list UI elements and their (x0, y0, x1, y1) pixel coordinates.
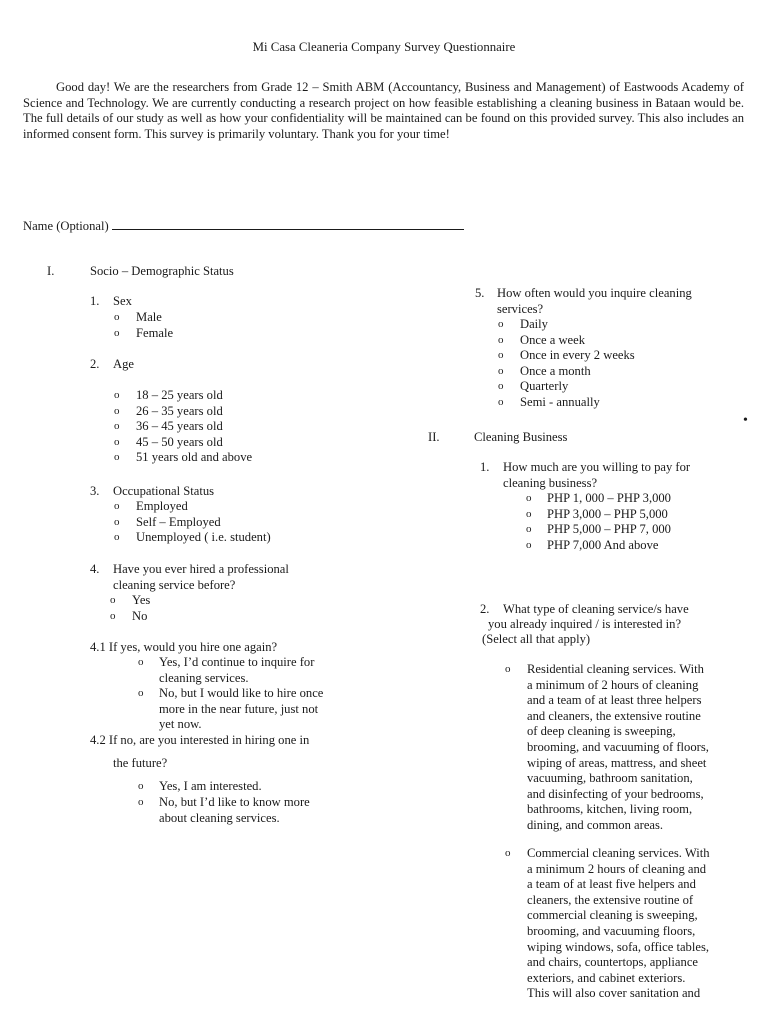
section1-title: Socio – Demographic Status (90, 264, 234, 278)
q4-line1: Have you ever hired a professional (113, 562, 289, 576)
option-line: dining, and common areas. (527, 817, 664, 832)
circle-bullet: o (505, 847, 511, 859)
q3-text: Occupational Status (113, 484, 215, 498)
q41-option-1[interactable] (138, 655, 314, 686)
margin-bullet: • (743, 413, 748, 428)
q3-options (114, 499, 271, 546)
q42-line2: the future? (113, 756, 168, 770)
option-label: Yes, I am interested. (159, 779, 262, 793)
circle-bullet: o (114, 404, 120, 417)
option-label: 45 – 50 years old (136, 434, 223, 449)
q41-text: 4.1 If yes, would you hire one again? (90, 640, 278, 654)
option-line: a minimum of 2 hours of cleaning (527, 677, 699, 692)
q3-number: 3. (90, 484, 100, 498)
circle-bullet: o (114, 389, 120, 401)
circle-bullet: o (114, 531, 120, 544)
q5-options (498, 317, 635, 411)
q41-option-2[interactable] (138, 686, 323, 733)
document-title: Mi Casa Cleaneria Company Survey Questionnaire (252, 40, 516, 54)
circle-bullet: o (505, 663, 511, 675)
circle-bullet: o (138, 796, 144, 808)
option-label: 26 – 35 years old (136, 403, 223, 418)
option-label: No, but I’d like to know more (159, 795, 310, 809)
s2q1-options (526, 491, 671, 553)
section2-title: Cleaning Business (474, 430, 568, 444)
option-label: No (132, 608, 148, 623)
circle-bullet: o (138, 780, 144, 792)
circle-bullet: o (526, 523, 532, 536)
circle-bullet: o (110, 594, 116, 606)
q4-line2: cleaning service before? (113, 578, 236, 592)
option-label: Daily (520, 317, 548, 331)
list-item[interactable] (498, 364, 635, 380)
option-line: brooming, and vacuuming of floors, (527, 739, 709, 754)
list-item[interactable] (498, 348, 635, 364)
circle-bullet: o (138, 656, 144, 668)
list-item[interactable] (498, 395, 635, 411)
circle-bullet: o (114, 515, 120, 528)
option-line: wiping windows, sofa, office tables, (527, 939, 709, 954)
option-label: PHP 5,000 – PHP 7, 000 (547, 522, 671, 537)
q5-line1: How often would you inquire cleaning (497, 286, 692, 300)
circle-bullet: o (114, 326, 120, 339)
circle-bullet: o (114, 435, 120, 448)
q1-options (114, 310, 173, 341)
circle-bullet: o (110, 609, 116, 622)
option-label: cleaning services. (159, 670, 249, 685)
circle-bullet: o (138, 687, 144, 699)
option-label: 36 – 45 years old (136, 419, 223, 434)
option-label: Male (136, 310, 162, 324)
circle-bullet: o (526, 538, 532, 551)
option-label: Self – Employed (136, 514, 221, 529)
q42-option-1[interactable] (138, 779, 262, 795)
option-label: Female (136, 325, 174, 340)
list-item[interactable] (114, 515, 271, 531)
option-label: yet now. (159, 717, 202, 732)
option-label: 51 years old and above (136, 450, 253, 465)
name-field-row (23, 217, 464, 235)
option-line: a team of at least five helpers and (527, 877, 696, 892)
circle-bullet: o (498, 364, 504, 377)
list-item[interactable] (114, 388, 252, 404)
option-label: Yes, I’d continue to inquire for (159, 655, 315, 669)
s2q2-line1: What type of cleaning service/s have (503, 602, 689, 616)
option-line: exteriors, and cabinet exteriors. (527, 970, 686, 985)
circle-bullet: o (498, 333, 504, 346)
q2-options (114, 388, 252, 466)
option-label: 18 – 25 years old (136, 388, 223, 402)
option-label: Employed (136, 499, 188, 513)
circle-bullet: o (498, 318, 504, 330)
q1-text: Sex (113, 294, 132, 308)
name-blank-line[interactable] (112, 217, 464, 230)
circle-bullet: o (114, 500, 120, 512)
option-line: commercial cleaning is sweeping, (527, 908, 698, 923)
option-line: and cleaners, the extensive routine (527, 708, 701, 723)
option-line: Commercial cleaning services. With (527, 846, 710, 860)
list-item[interactable] (526, 491, 671, 507)
option-line: and chairs, countertops, appliance (527, 955, 698, 970)
list-item[interactable] (498, 333, 635, 349)
circle-bullet: o (114, 311, 120, 323)
option-line: of deep cleaning is sweeping, (527, 724, 676, 739)
circle-bullet: o (526, 492, 532, 504)
option-label: about cleaning services. (159, 810, 280, 825)
q4-number: 4. (90, 562, 100, 576)
option-line: Residential cleaning services. With (527, 662, 704, 676)
option-label: Unemployed ( i.e. student) (136, 530, 271, 545)
list-item[interactable] (114, 326, 173, 342)
option-line: brooming, and vacuuming floors, (527, 923, 696, 938)
s2q2-line3: (Select all that apply) (482, 632, 591, 646)
s2q2-line2: you already inquired / is interested in? (488, 617, 682, 631)
list-item[interactable] (114, 450, 252, 466)
q5-line2: services? (497, 302, 544, 316)
circle-bullet: o (114, 451, 120, 464)
q1-number: 1. (90, 294, 100, 308)
list-item[interactable] (110, 609, 150, 625)
circle-bullet: o (114, 420, 120, 433)
q4-options (110, 593, 150, 624)
q2-number: 2. (90, 357, 100, 371)
option-line: cleaners, the extensive routine of (527, 892, 694, 907)
option-label: more in the near future, just not (159, 701, 319, 716)
option-label: Once a week (520, 332, 586, 347)
circle-bullet: o (526, 507, 532, 520)
list-item[interactable] (526, 522, 671, 538)
list-item[interactable] (498, 379, 635, 395)
s2q1-line1: How much are you willing to pay for (503, 460, 691, 474)
option-line: This will also cover sanitation and (527, 986, 701, 1001)
section1-numeral: I. (47, 264, 55, 278)
list-item[interactable] (114, 499, 271, 515)
option-line: and disinfecting of your bedrooms, (527, 786, 704, 801)
section2-numeral: II. (428, 430, 440, 444)
list-item[interactable] (498, 317, 635, 333)
q2-text: Age (113, 357, 134, 371)
residential-cleaning-option[interactable] (505, 662, 709, 834)
option-line: and a team of at least three helpers (527, 693, 702, 708)
s2q2-number: 2. (480, 602, 490, 616)
list-item[interactable] (114, 404, 252, 420)
q42-option-2[interactable] (138, 795, 310, 826)
list-item[interactable] (114, 310, 173, 326)
list-item[interactable] (114, 435, 252, 451)
list-item[interactable] (526, 507, 671, 523)
option-label: Quarterly (520, 379, 569, 394)
option-line: bathrooms, kitchen, living room, (527, 802, 693, 817)
q5-number: 5. (475, 286, 485, 300)
list-item[interactable] (114, 530, 271, 546)
option-label: Yes (132, 593, 151, 607)
option-label: No, but I would like to hire once (159, 686, 324, 700)
option-label: Once a month (520, 363, 591, 378)
option-label: Semi - annually (520, 394, 600, 409)
circle-bullet: o (498, 349, 504, 362)
option-label: PHP 7,000 And above (547, 537, 659, 552)
name-label: Name (Optional) (23, 219, 109, 233)
option-label: PHP 3,000 – PHP 5,000 (547, 506, 668, 521)
list-item[interactable] (110, 593, 150, 609)
list-item[interactable] (114, 419, 252, 435)
q42-line1: 4.2 If no, are you interested in hiring one in (90, 733, 310, 747)
s2q1-number: 1. (480, 460, 490, 474)
option-line: wiping of areas, mattress, and sheet (527, 755, 707, 770)
circle-bullet: o (498, 395, 504, 408)
circle-bullet: o (498, 380, 504, 393)
list-item[interactable] (526, 538, 671, 554)
option-line: vacuuming, bathroom sanitation, (527, 771, 693, 786)
intro-paragraph: Good day! We are the researchers from Grade 12 – Smith ABM (Accountancy, Business and Management) of Eastwoods Academy of Science and Technology. We are currently conducting a research project on how feasible establishing a cleaning business in Bataan would be. The full details of our study as well as how your confidentiality will be maintained can be found on this provided survey. This also includes an informed consent form. This survey is primarily voluntary. Thank you for your time! (23, 80, 744, 141)
option-label: Once in every 2 weeks (520, 348, 635, 363)
option-label: PHP 1, 000 – PHP 3,000 (547, 491, 671, 505)
option-line: a minimum 2 hours of cleaning and (527, 861, 707, 876)
s2q1-line2: cleaning business? (503, 476, 598, 490)
commercial-cleaning-option[interactable] (505, 846, 710, 1002)
